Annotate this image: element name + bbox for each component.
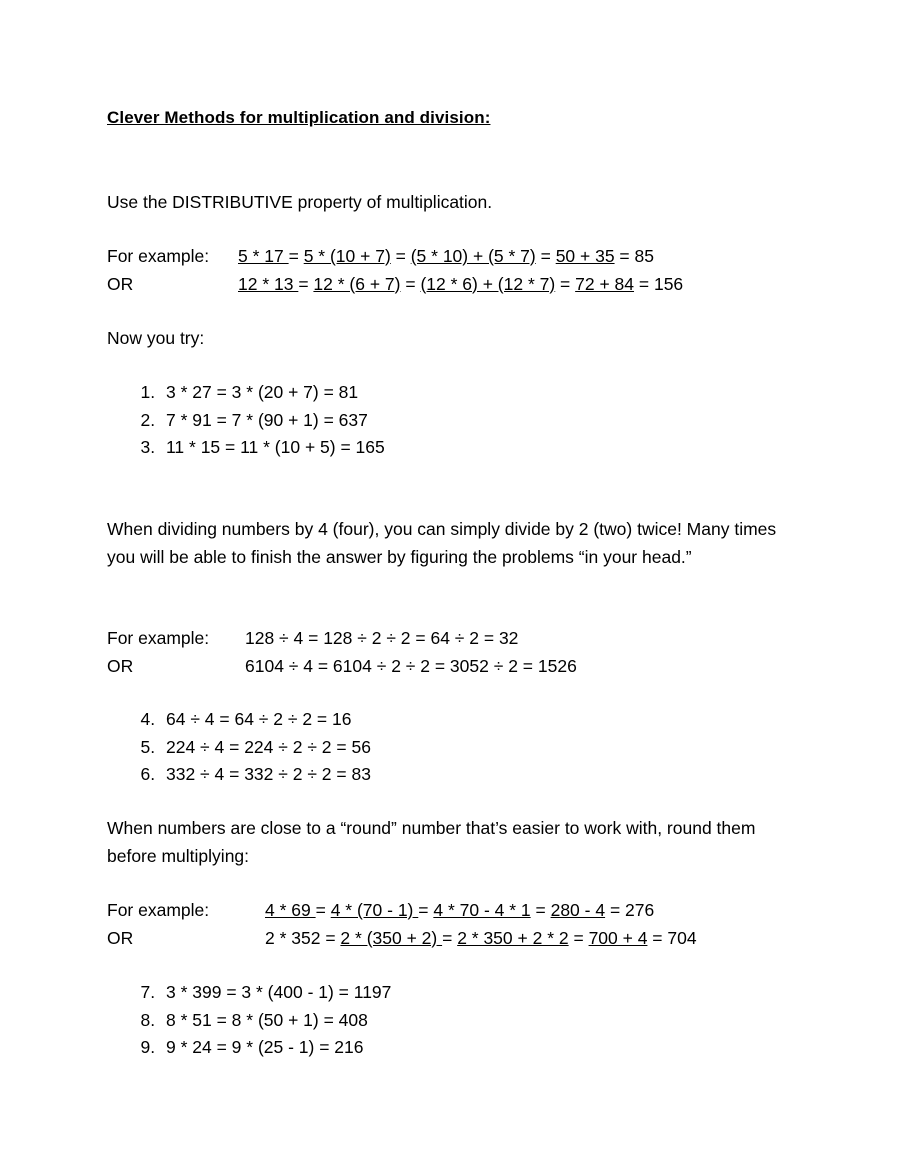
for-example-label: For example: xyxy=(107,900,210,920)
list-item: 5. 224 ÷ 4 = 224 ÷ 2 ÷ 2 = 56 xyxy=(160,734,371,762)
example-expression-1 xyxy=(238,243,654,271)
equals-sign: = xyxy=(555,273,576,294)
list-item: 8. 8 * 51 = 8 * (50 + 1) = 408 xyxy=(160,1007,391,1035)
underlined-term: 700 + 4 xyxy=(588,927,648,948)
result-value: = 85 xyxy=(614,246,654,266)
page-title: Clever Methods for multiplication and division: xyxy=(107,108,491,127)
result-value: = 156 xyxy=(634,273,684,294)
division-examples-block xyxy=(107,625,577,680)
underlined-term: 50 + 35 xyxy=(555,246,615,266)
intro-paragraph: Use the DISTRIBUTIVE property of multiplication. xyxy=(107,192,493,212)
list-item: 4. 64 ÷ 4 = 64 ÷ 2 ÷ 2 = 16 xyxy=(160,706,371,734)
or-label: OR xyxy=(107,927,134,948)
equals-sign: = xyxy=(298,273,314,294)
example-row-for-example xyxy=(107,625,577,653)
rounding-expression-2 xyxy=(265,925,697,953)
underlined-term: 2 * (350 + 2) xyxy=(340,927,443,948)
underlined-term: 5 * 17 xyxy=(238,246,289,266)
example-row-or xyxy=(107,925,697,953)
problem-list-division xyxy=(107,706,371,789)
problem-list-rounding xyxy=(107,979,391,1062)
underlined-term: 2 * 350 + 2 * 2 xyxy=(457,927,569,948)
underlined-term: 4 * 70 - 4 * 1 xyxy=(433,900,531,920)
example-row-for-example xyxy=(107,897,697,925)
or-label: OR xyxy=(107,273,134,294)
equals-sign: = xyxy=(390,246,411,266)
example-expression-2 xyxy=(238,271,683,299)
example-row-or xyxy=(107,271,683,299)
for-example-label: For example: xyxy=(107,628,210,648)
equals-sign: = xyxy=(320,927,341,948)
equals-sign: = xyxy=(315,900,331,920)
underlined-term: 4 * 69 xyxy=(265,900,316,920)
list-item: 6. 332 ÷ 4 = 332 ÷ 2 ÷ 2 = 83 xyxy=(160,761,371,789)
rounding-expression-1 xyxy=(265,897,654,925)
equals-sign: = xyxy=(442,927,458,948)
underlined-term: 280 - 4 xyxy=(550,900,606,920)
result-value: = 704 xyxy=(647,927,697,948)
plain-term: 2 * 352 xyxy=(265,927,321,948)
equals-sign: = xyxy=(418,900,434,920)
underlined-term: (5 * 10) + (5 * 7) xyxy=(410,246,536,266)
division-expression-1: 128 ÷ 4 = 128 ÷ 2 ÷ 2 = 64 ÷ 2 = 32 xyxy=(245,628,519,648)
list-item: 9. 9 * 24 = 9 * (25 - 1) = 216 xyxy=(160,1034,391,1062)
problem-list-distributive xyxy=(107,379,385,462)
distributive-examples-block xyxy=(107,243,683,298)
underlined-term: (12 * 6) + (12 * 7) xyxy=(420,273,556,294)
equals-sign: = xyxy=(530,900,551,920)
now-you-try-heading: Now you try: xyxy=(107,328,205,348)
equals-sign: = xyxy=(535,246,556,266)
equals-sign: = xyxy=(568,927,589,948)
equals-sign: = xyxy=(400,273,421,294)
list-item: 3. 11 * 15 = 11 * (10 + 5) = 165 xyxy=(160,434,385,462)
underlined-term: 4 * (70 - 1) xyxy=(330,900,419,920)
result-value: = 276 xyxy=(605,900,655,920)
equals-sign: = xyxy=(288,246,304,266)
rounding-paragraph: When numbers are close to a “round” number that’s easier to work with, round them before multiplying: xyxy=(107,818,761,866)
underlined-term: 12 * (6 + 7) xyxy=(313,273,401,294)
underlined-term: 72 + 84 xyxy=(575,273,635,294)
rounding-examples-block xyxy=(107,897,697,952)
or-label: OR xyxy=(107,655,134,676)
division-paragraph: When dividing numbers by 4 (four), you can simply divide by 2 (two) twice! Many times you will be able to finish the answer by figuring the problems “in your head.” xyxy=(107,519,782,567)
division-expression-2: 6104 ÷ 4 = 6104 ÷ 2 ÷ 2 = 3052 ÷ 2 = 1526 xyxy=(245,655,577,676)
list-item: 1. 3 * 27 = 3 * (20 + 7) = 81 xyxy=(160,379,385,407)
example-row-for-example xyxy=(107,243,683,271)
underlined-term: 12 * 13 xyxy=(238,273,299,294)
example-row-or xyxy=(107,653,577,681)
underlined-term: 5 * (10 + 7) xyxy=(303,246,391,266)
for-example-label: For example: xyxy=(107,246,210,266)
list-item: 7. 3 * 399 = 3 * (400 - 1) = 1197 xyxy=(160,979,391,1007)
list-item: 2. 7 * 91 = 7 * (90 + 1) = 637 xyxy=(160,407,385,435)
